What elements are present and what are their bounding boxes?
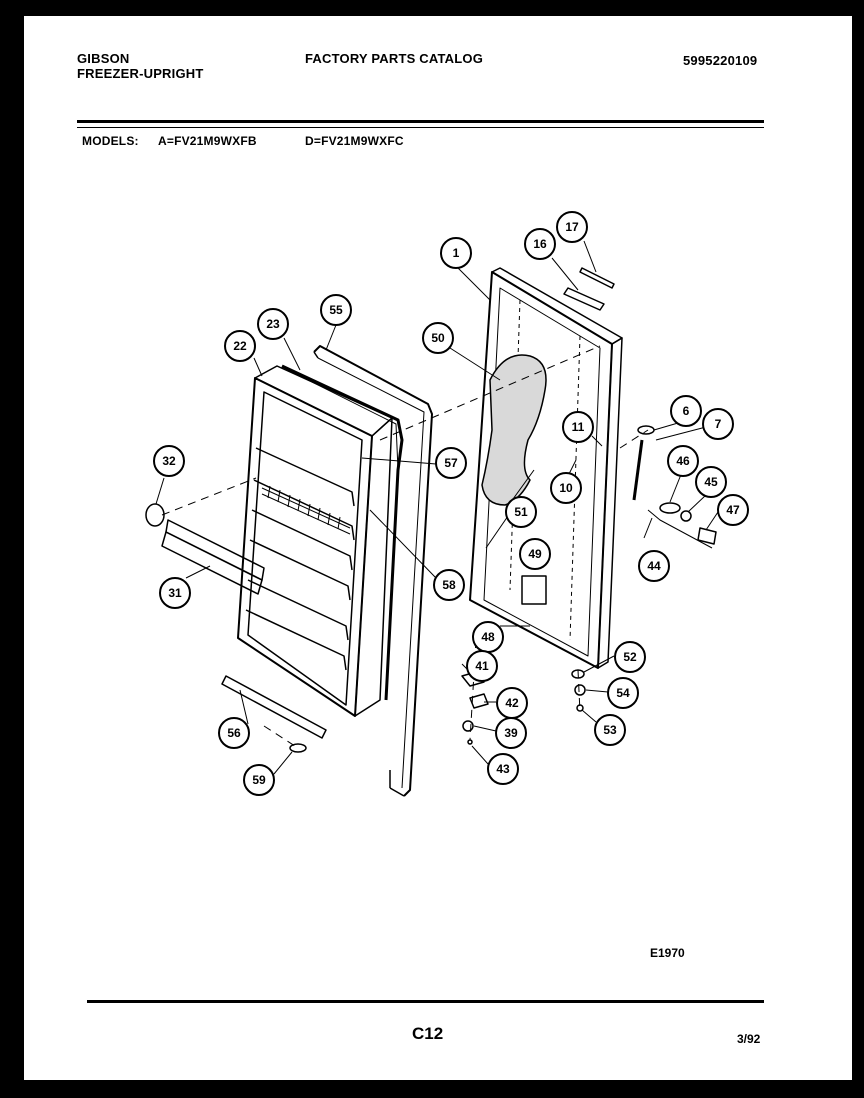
callout-53 — [595, 715, 625, 745]
part-6 — [638, 426, 654, 434]
svg-text:42: 42 — [505, 696, 519, 710]
callout-16 — [525, 229, 555, 259]
svg-text:41: 41 — [475, 659, 489, 673]
svg-text:47: 47 — [726, 503, 740, 517]
svg-text:10: 10 — [559, 481, 573, 495]
part-39 — [463, 721, 473, 731]
callout-57 — [436, 448, 466, 478]
product-name: FREEZER-UPRIGHT — [77, 66, 204, 81]
svg-text:48: 48 — [481, 630, 495, 644]
svg-text:31: 31 — [168, 586, 182, 600]
part-43 — [468, 740, 472, 744]
svg-text:57: 57 — [444, 456, 458, 470]
part-16 — [564, 288, 604, 310]
callout-48 — [473, 622, 503, 652]
model-a: A=FV21M9WXFB — [158, 134, 257, 148]
callouts — [154, 212, 748, 795]
callout-17 — [557, 212, 587, 242]
callout-11 — [563, 412, 593, 442]
part-49 — [522, 576, 546, 604]
callout-47 — [718, 495, 748, 525]
svg-text:55: 55 — [329, 303, 343, 317]
svg-text:50: 50 — [431, 331, 445, 345]
svg-text:22: 22 — [233, 339, 247, 353]
callout-50 — [423, 323, 453, 353]
callout-10 — [551, 473, 581, 503]
callout-59 — [244, 765, 274, 795]
drawing-code: E1970 — [650, 946, 685, 960]
svg-text:54: 54 — [616, 686, 630, 700]
part-59 — [290, 744, 306, 752]
svg-text:53: 53 — [603, 723, 617, 737]
svg-text:6: 6 — [682, 404, 690, 418]
page-code: C12 — [412, 1024, 444, 1043]
catalog-title: FACTORY PARTS CATALOG — [305, 51, 484, 66]
svg-text:43: 43 — [496, 762, 510, 776]
callout-49 — [520, 539, 550, 569]
callout-32 — [154, 446, 184, 476]
callout-23 — [258, 309, 288, 339]
svg-text:44: 44 — [647, 559, 661, 573]
callout-41 — [467, 651, 497, 681]
callout-43 — [488, 754, 518, 784]
svg-text:45: 45 — [704, 475, 718, 489]
svg-text:52: 52 — [623, 650, 637, 664]
callout-44 — [639, 551, 669, 581]
part-7 — [634, 440, 642, 500]
part-32 — [146, 504, 164, 526]
part-45 — [681, 511, 691, 521]
svg-text:49: 49 — [528, 547, 542, 561]
callout-42 — [497, 688, 527, 718]
svg-text:46: 46 — [676, 454, 690, 468]
callout-22 — [225, 331, 255, 361]
callout-51 — [506, 497, 536, 527]
svg-text:56: 56 — [227, 726, 241, 740]
callout-54 — [608, 678, 638, 708]
model-d: D=FV21M9WXFC — [305, 134, 404, 148]
callout-55 — [321, 295, 351, 325]
callout-56 — [219, 718, 249, 748]
svg-text:7: 7 — [714, 417, 722, 431]
svg-text:39: 39 — [504, 726, 518, 740]
svg-text:1: 1 — [452, 246, 460, 260]
callout-31 — [160, 578, 190, 608]
svg-text:58: 58 — [442, 578, 456, 592]
door-liner — [238, 366, 392, 716]
svg-text:32: 32 — [162, 454, 176, 468]
door-outer-frame — [314, 346, 432, 796]
callout-6 — [671, 396, 701, 426]
revision-date: 3/92 — [737, 1032, 761, 1046]
svg-text:59: 59 — [252, 773, 266, 787]
part-17 — [580, 268, 614, 288]
callout-46 — [668, 446, 698, 476]
part-46 — [660, 503, 680, 513]
svg-text:23: 23 — [266, 317, 280, 331]
svg-text:17: 17 — [565, 220, 579, 234]
catalog-number: 5995220109 — [683, 53, 758, 68]
svg-text:11: 11 — [571, 420, 585, 434]
svg-text:16: 16 — [533, 237, 547, 251]
insulation — [482, 355, 546, 505]
models-label: MODELS: — [82, 134, 139, 148]
callout-39 — [496, 718, 526, 748]
part-54 — [575, 685, 585, 695]
callout-52 — [615, 642, 645, 672]
callout-7 — [703, 409, 733, 439]
brand-name: GIBSON — [77, 51, 130, 66]
callout-58-right — [434, 570, 464, 600]
callout-45 — [696, 467, 726, 497]
svg-text:51: 51 — [514, 505, 528, 519]
callout-1 — [441, 238, 471, 268]
footer-rule — [87, 1000, 764, 1003]
